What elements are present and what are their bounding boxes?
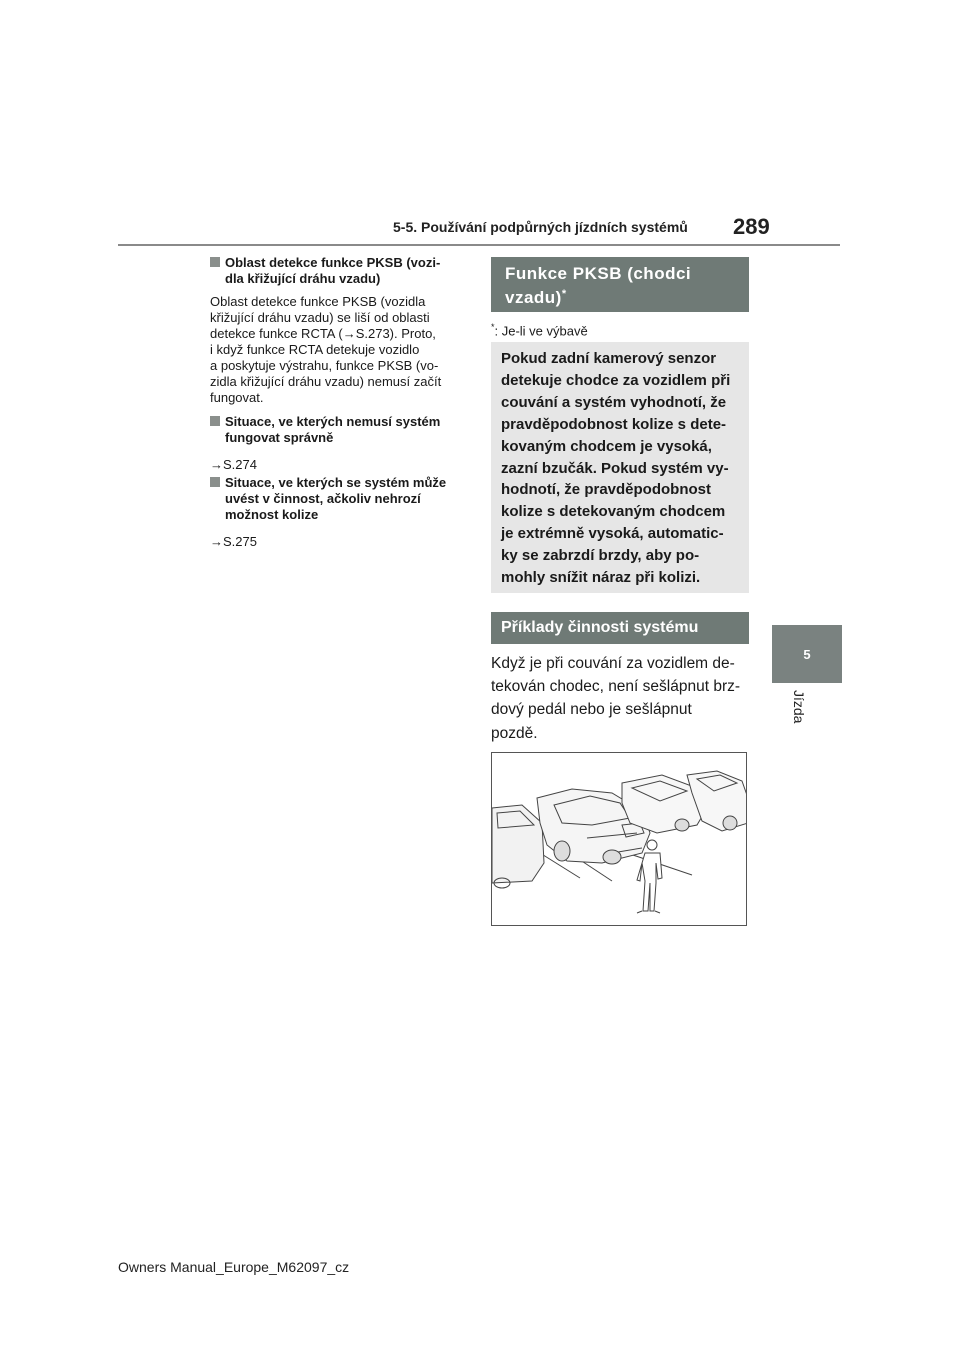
- square-bullet-icon: [210, 477, 220, 487]
- page-reference-link[interactable]: →S.274: [210, 457, 257, 472]
- examples-body: Když je při couvání za vozidlem de- tekován chodec, není sešlápnut brz- dový pedál nebo je sešlápnut pozdě.: [491, 655, 741, 742]
- square-bullet-icon: [210, 257, 220, 267]
- block-heading: [210, 414, 466, 446]
- block-malfunction-situations: [210, 414, 466, 473]
- block-body: Oblast detekce funkce PKSB (vozidla křižující dráhu vzadu) se liší od oblasti detekce funkce RCTA (→S.273). Proto, i když funkce RCTA detekuje vozidlo a poskytuje výstrahu, funkce PKSB (vo- zidla křižující dráhu vzadu) nemusí začít fungovat.: [210, 294, 442, 405]
- heading-text: Situace, ve kterých nemusí systém fungovat správně: [225, 414, 441, 445]
- note-marker: *: [491, 322, 495, 332]
- header-divider: [118, 244, 840, 246]
- chapter-tab: 5: [772, 625, 842, 683]
- section-header: 5-5. Používání podpůrných jízdních systémů: [393, 219, 688, 235]
- illustration-reversing-pedestrian: [491, 752, 747, 926]
- page-reference-link[interactable]: →S.275: [210, 534, 257, 549]
- parking-scene-illustration: [492, 753, 747, 926]
- footer-manual-id: Owners Manual_Europe_M62097_cz: [118, 1259, 350, 1275]
- square-bullet-icon: [210, 416, 220, 426]
- chapter-label: Jízda: [791, 690, 807, 724]
- title-footnote-marker: *: [561, 288, 567, 300]
- heading-text: Oblast detekce funkce PKSB (vozi- dla křižující dráhu vzadu): [225, 255, 441, 286]
- title-text: Funkce PKSB (chodci vzadu): [505, 264, 692, 307]
- function-summary-box: Pokud zadní kamerový senzor detekuje chodce za vozidlem při couvání a systém vyhodnotí, že pravděpodobnost kolize s dete- kovaným chodcem je vysoká, zazní bzučák. Pokud systém vy- hodnotí, že pravděpodobnost kolize s detekovaným chodcem je extrémně vysoká, automatic- ky se zabrzdí brzdy, aby po- mohly snížit náraz při kolizi.: [491, 342, 749, 593]
- section-title-pksb-pedestrians: [491, 257, 749, 312]
- block-false-activation: [210, 475, 466, 550]
- block-heading: [210, 475, 466, 523]
- section-title-examples: Příklady činnosti systému: [491, 612, 749, 644]
- equipment-note: [491, 322, 588, 338]
- block-detection-area: [210, 255, 466, 406]
- heading-text: Situace, ve kterých se systém může uvést v činnost, ačkoliv nehrozí možnost kolize: [225, 475, 447, 522]
- page-number: 289: [733, 214, 770, 239]
- note-text: : Je-li ve výbavě: [494, 323, 588, 339]
- block-heading: [210, 255, 466, 287]
